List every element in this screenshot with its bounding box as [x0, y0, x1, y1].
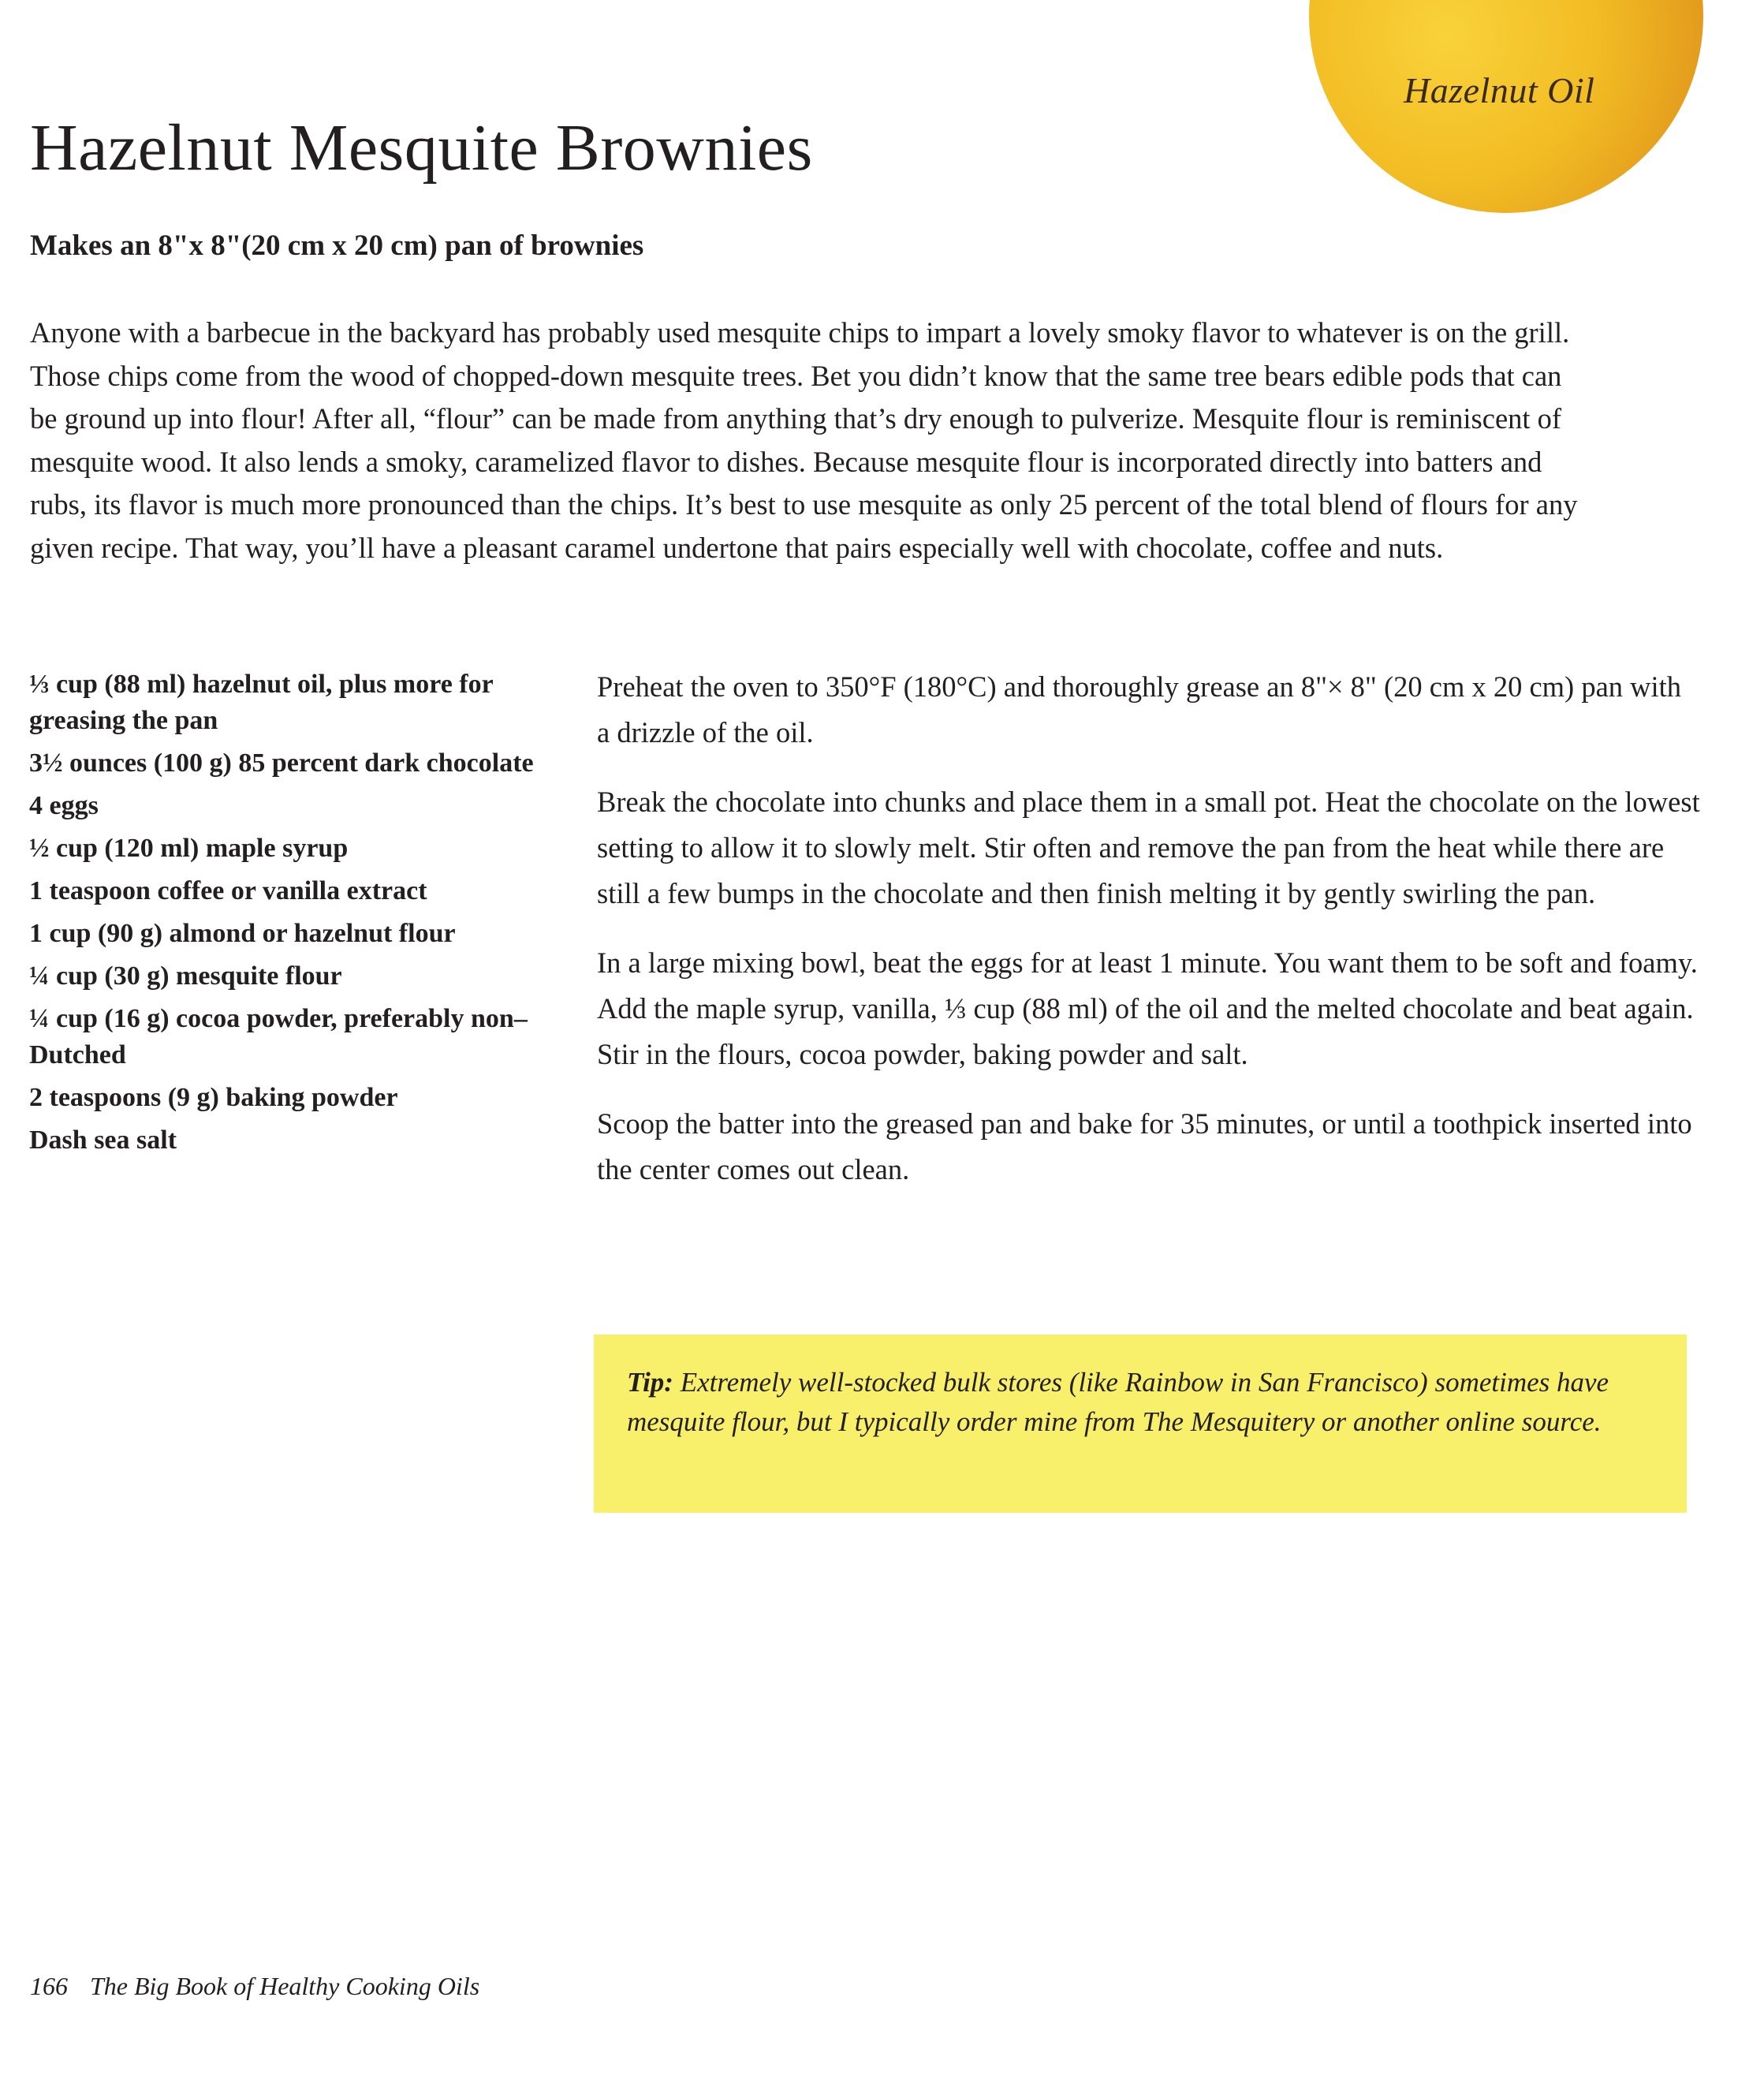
ingredient-list: [29, 666, 550, 1165]
ingredient-item: 2 teaspoons (9 g) baking powder: [29, 1083, 398, 1112]
book-title: The Big Book of Healthy Cooking Oils: [90, 1972, 480, 2000]
recipe-yield: Makes an 8"x 8"(20 cm x 20 cm) pan of brownies: [30, 230, 644, 262]
method-step: Preheat the oven to 350°F (180°C) and thoroughly grease an 8"× 8" (20 cm x 20 cm) pan with a drizzle of the oil.: [597, 670, 1682, 748]
page-footer: [30, 1972, 479, 2001]
method-step: In a large mixing bowl, beat the eggs for at least 1 minute. You want them to be soft and foamy. Add the maple syrup, vanilla, ⅓ cup (88 ml) of the oil and the melted chocolate and beat again. Stir in the flours, cocoa powder, baking powder and salt.: [597, 946, 1698, 1070]
ingredient-item: ¼ cup (16 g) cocoa powder, preferably non–Dutched: [29, 1004, 528, 1069]
ingredient-item: 1 cup (90 g) almond or hazelnut flour: [29, 919, 456, 948]
tip-label: Tip:: [627, 1367, 673, 1398]
oil-category-label: Hazelnut Oil: [1404, 70, 1595, 110]
ingredient-item: 3½ ounces (100 g) 85 percent dark chocolate: [29, 748, 534, 778]
ingredient-item: ⅓ cup (88 ml) hazelnut oil, plus more for greasing the pan: [29, 670, 494, 735]
tip-box: [594, 1335, 1687, 1513]
tip-text: Extremely well-stocked bulk stores (like Rainbow in San Francisco) sometimes have mesquite flour, but I typically order mine from The Mesquitery or another online source.: [627, 1367, 1609, 1437]
ingredient-item: ¼ cup (30 g) mesquite flour: [29, 961, 342, 991]
ingredient-item: 4 eggs: [29, 791, 99, 820]
ingredient-item: ½ cup (120 ml) maple syrup: [29, 834, 349, 863]
ingredient-item: Dash sea salt: [29, 1125, 177, 1155]
recipe-intro: Anyone with a barbecue in the backyard has probably used mesquite chips to impart a lovely smoky flavor to whatever is on the grill. Those chips come from the wood of chopped-down mesquite trees. Bet you didn’t know that the same tree bears edible pods that can be ground up into flour! After all, “flour” can be made from anything that’s dry enough to pulverize. Mesquite flour is reminiscent of mesquite wood. It also lends a smoky, caramelized flavor to dishes. Because mesquite flour is incorporated directly into batters and rubs, its flavor is much more pronounced than the chips. It’s best to use mesquite as only 25 percent of the total blend of flours for any given recipe. That way, you’ll have a pleasant caramel undertone that pairs especially well with chocolate, coffee and nuts.: [30, 316, 1578, 564]
method-step: Scoop the batter into the greased pan and bake for 35 minutes, or until a toothpick inserted into the center comes out clean.: [597, 1107, 1692, 1185]
tip-content: [627, 1363, 1654, 1442]
method-step: Break the chocolate into chunks and place them in a small pot. Heat the chocolate on the lowest setting to allow it to slowly melt. Stir often and remove the pan from the heat while there are still a few bumps in the chocolate and then finish melting it by gently swirling the pan.: [597, 786, 1700, 909]
recipe-title: Hazelnut Mesquite Brownies: [30, 111, 813, 185]
method-steps: [597, 664, 1701, 1216]
ingredient-item: 1 teaspoon coffee or vanilla extract: [29, 876, 427, 905]
page-number: 166: [30, 1972, 68, 2000]
